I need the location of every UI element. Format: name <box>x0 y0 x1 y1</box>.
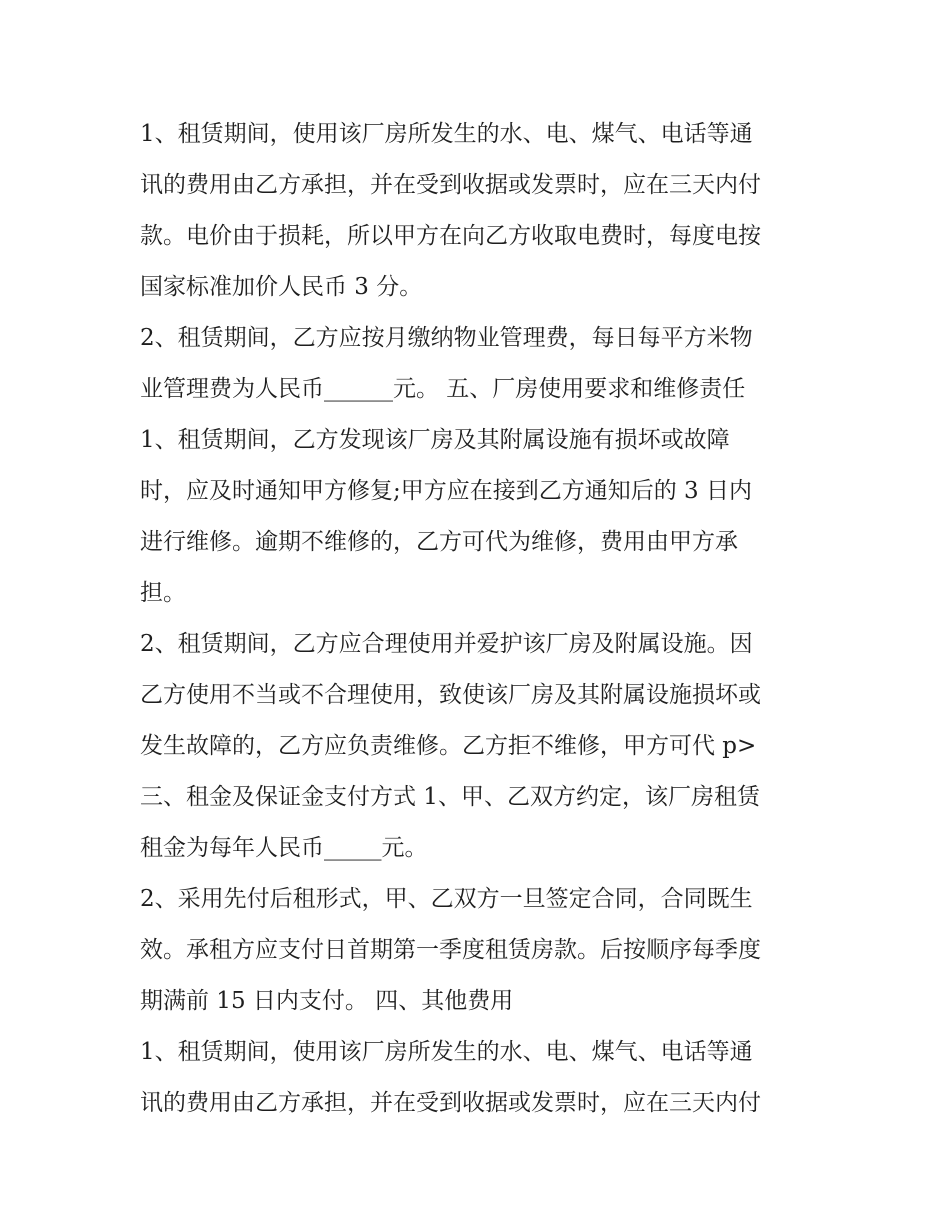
text-line: 发生故障的，乙方应负责维修。乙方拒不维修，甲方可代 p> <box>140 733 757 759</box>
text-line: 效。承租方应支付日首期第一季度租赁房款。后按顺序每季度 <box>140 937 761 963</box>
document-body <box>140 109 830 1129</box>
text-line: 款。电价由于损耗，所以甲方在向乙方收取电费时，每度电按 <box>140 223 761 249</box>
text-line: 讯的费用由乙方承担，并在受到收据或发票时，应在三天内付 <box>140 1090 761 1116</box>
text-line: 时，应及时通知甲方修复;甲方应在接到乙方通知后的 3 日内 <box>140 478 753 504</box>
text-line: 担。 <box>140 580 186 606</box>
text-line: 期满前 15 日内支付。 四、其他费用 <box>140 988 514 1014</box>
text-line: 2、租赁期间，乙方应合理使用并爱护该厂房及附属设施。因 <box>140 631 753 657</box>
text-line: 2、租赁期间，乙方应按月缴纳物业管理费，每日每平方米物 <box>140 325 753 351</box>
text-line: 讯的费用由乙方承担，并在受到收据或发票时，应在三天内付 <box>140 172 761 198</box>
text-line: 国家标准加价人民币 3 分。 <box>140 274 423 300</box>
text-line: 1、租赁期间，使用该厂房所发生的水、电、煤气、电话等通 <box>140 121 753 147</box>
text-line: 1、租赁期间，使用该厂房所发生的水、电、煤气、电话等通 <box>140 1039 753 1065</box>
text-line: 业管理费为人民币______元。 五、厂房使用要求和维修责任 <box>140 376 746 402</box>
text-line: 三、租金及保证金支付方式 1、甲、乙双方约定，该厂房租赁 <box>140 784 760 810</box>
text-line: 1、租赁期间，乙方发现该厂房及其附属设施有损坏或故障 <box>140 427 730 453</box>
text-line: 进行维修。逾期不维修的，乙方可代为维修，费用由甲方承 <box>140 529 738 555</box>
text-line: 租金为每年人民币_____元。 <box>140 835 428 861</box>
text-line: 2、采用先付后租形式，甲、乙双方一旦签定合同，合同既生 <box>140 886 753 912</box>
text-line: 乙方使用不当或不合理使用，致使该厂房及其附属设施损坏或 <box>140 682 761 708</box>
